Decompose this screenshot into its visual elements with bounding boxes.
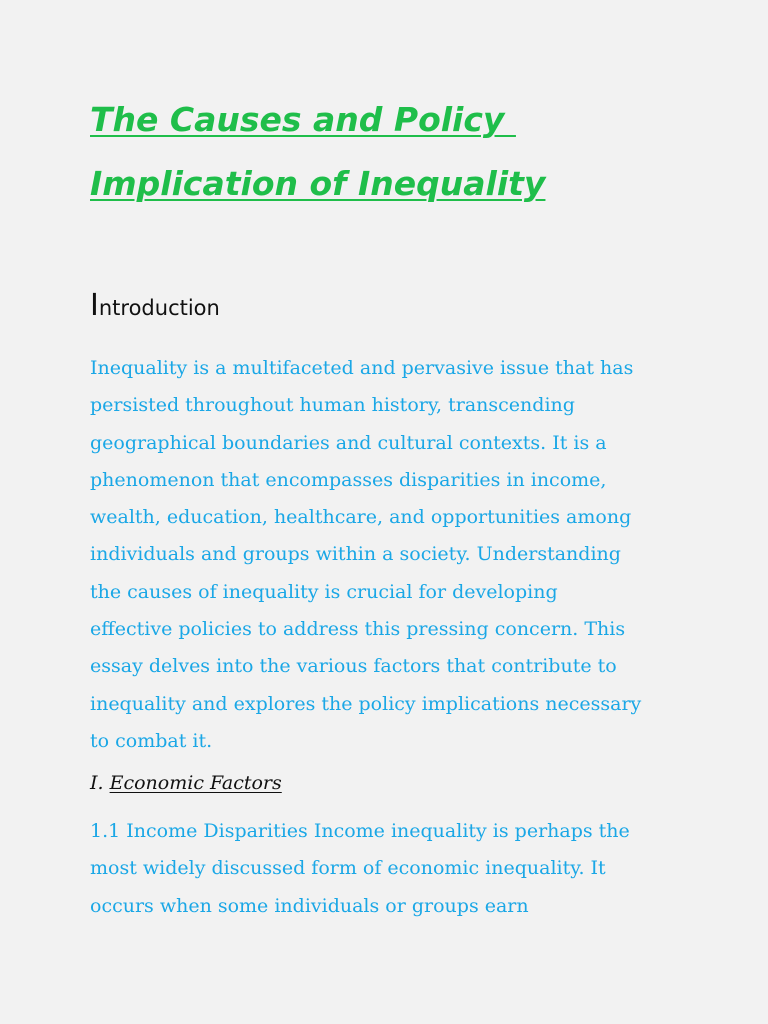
income-disparities-paragraph bbox=[90, 813, 630, 925]
economic-factors-heading bbox=[90, 772, 282, 794]
economic-factors-title: Economic Factors bbox=[109, 772, 282, 794]
introduction-heading-rest: ntroduction bbox=[98, 296, 220, 320]
text-line: wealth, education, healthcare, and opportunities among bbox=[90, 506, 632, 529]
title-line-1: The Causes and Policy bbox=[90, 100, 516, 139]
text-line: essay delves into the various factors that contribute to bbox=[90, 655, 617, 678]
text-line: individuals and groups within a society. Understanding bbox=[90, 543, 621, 566]
introduction-paragraph bbox=[90, 350, 641, 760]
economic-factors-number: I. bbox=[90, 772, 110, 794]
text-line: effective policies to address this pressing concern. This bbox=[90, 618, 626, 641]
text-line: Inequality is a multifaceted and pervasive issue that has bbox=[90, 357, 634, 379]
text-line: to combat it. bbox=[90, 729, 213, 752]
introduction-heading bbox=[90, 288, 220, 323]
text-line: persisted throughout human history, transcending bbox=[90, 394, 575, 417]
text-line: the causes of inequality is crucial for developing bbox=[90, 580, 558, 603]
text-line: geographical boundaries and cultural contexts. It is a bbox=[90, 431, 607, 454]
text-line: phenomenon that encompasses disparities in income, bbox=[90, 468, 607, 491]
text-line: occurs when some individuals or groups earn bbox=[90, 894, 529, 917]
title-line-2: Implication of Inequality bbox=[90, 164, 546, 203]
introduction-heading-initial: I bbox=[90, 288, 99, 323]
document-title bbox=[90, 88, 690, 216]
text-line: inequality and explores the policy implications necessary bbox=[90, 692, 642, 715]
text-line: most widely discussed form of economic inequality. It bbox=[90, 857, 606, 880]
text-line: 1.1 Income Disparities Income inequality is perhaps the bbox=[90, 820, 630, 842]
